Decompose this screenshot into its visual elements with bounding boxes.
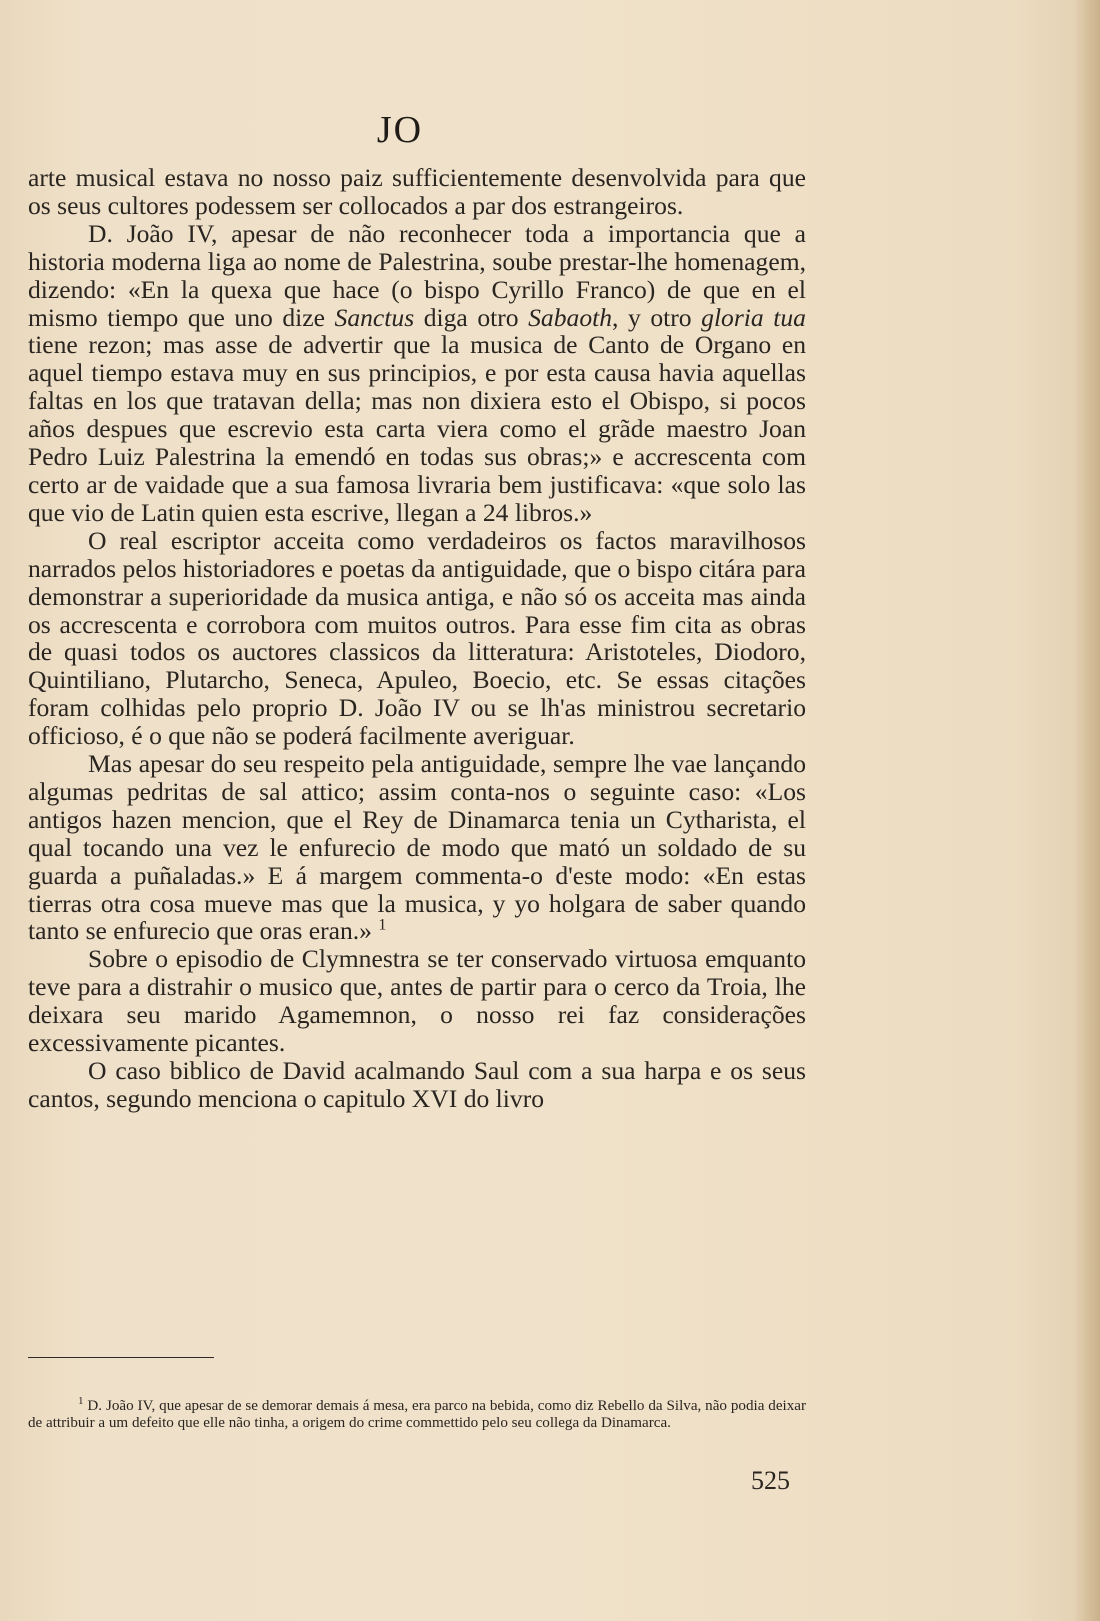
paragraph	[28, 750, 806, 945]
text-run: , y otro	[612, 302, 702, 332]
paragraph	[28, 945, 806, 1057]
text-run: O real escriptor acceita como verdadeiros os factos maravilhosos narrados pelos historiadores e poetas da antiguidade, que o bispo citára para demonstrar a superioridade da musica antiga, e não só os acceita mas ainda os accrescenta e corrobora com muitos outros. Para esse fim cita as obras de quasi todos os auctores classicos da litteratura: Aristoteles, Diodoro, Quintiliano, Plutarcho, Seneca, Apuleo, Boecio, etc. Se essas citações foram colhidas pelo proprio D. João IV ou se lh'as ministrou secretario officioso, é o que não se poderá facilmente averiguar.	[28, 525, 806, 751]
text-run: Sobre o episodio de Clymnestra se ter conservado virtuosa emquanto teve para a distrahir o musico que, antes de partir para o cerco da Troia, lhe deixara seu marido Agamemnon, o nosso rei faz considerações excessivamente picantes.	[28, 944, 806, 1058]
paragraph	[28, 164, 806, 220]
footnote-text: D. João IV, que apesar de se demorar demais á mesa, era parco na bebida, como diz Rebello da Silva, não podia deixar de attribuir a um defeito que elle não tinha, a origem do crime commettido pelo seu collega da Dinamarca.	[28, 1398, 807, 1431]
footnote-separator	[28, 1357, 214, 1358]
footnote	[28, 1394, 807, 1431]
body-text	[28, 164, 806, 1113]
paragraph	[28, 220, 806, 527]
text-run: tiene rezon; mas asse de advertir que la musica de Canto de Organo en aquel tiempo estava muy en sus principios, e por esta causa havia aquellas faltas en los que tratavan della; mas non dixiera esto el Obispo, si pocos años despues que escrevio esta carta viera como el grãde maestro Joan Pedro Luiz Palestrina la emendó en todas sus obras;» e accrescenta com certo ar de vaidade que a sua famosa livraria bem justificava: «que solo las que vio de Latin quien esta escrive, llegan a 24 libros.»	[28, 330, 806, 527]
italic-text: Sanctus	[334, 302, 415, 332]
italic-text: gloria tua	[701, 302, 806, 332]
paragraph	[28, 1057, 806, 1113]
page-number: 525	[751, 1466, 790, 1495]
text-run: diga otro	[414, 302, 529, 332]
text-run: Mas apesar do seu respeito pela antiguidade, sempre lhe vae lançando algumas pedritas de sal attico; assim conta-nos o seguinte caso: «Los antigos hazen mencion, que el Rey de Dinamarca tenia un Cytharista, el qual tocando una vez le enfurecio de modo que mató un soldado de su guarda a puñaladas.» E á margem commenta-o d'este modo: «En estas tierras otra cosa mueve mas que la musica, y yo holgara de saber quando tanto se enfurecio que oras eran.»	[28, 749, 806, 946]
text-run: O caso biblico de David acalmando Saul com a sua harpa e os seus cantos, segundo menciona o capitulo XVI do livro	[28, 1056, 806, 1113]
running-head: JO	[376, 109, 424, 151]
text-run: D. João IV, apesar de não reconhecer toda a importancia que a historia moderna liga ao nome de Palestrina, soube prestar-lhe homenagem, dizendo: «En la quexa que hace (o bispo Cyrillo Franco) de que en el mismo tiempo que uno dize	[28, 218, 806, 332]
footnote-reference[interactable]: 1	[378, 916, 387, 934]
paragraph	[28, 527, 806, 750]
italic-text: Sabaoth	[528, 302, 613, 332]
page-edge-shadow	[1074, 0, 1100, 1621]
text-run: arte musical estava no nosso paiz sufficientemente desenvolvida para que os seus cultores podessem ser collocados a par dos estrangeiros.	[28, 163, 806, 220]
footnote-marker: 1	[78, 1394, 84, 1407]
